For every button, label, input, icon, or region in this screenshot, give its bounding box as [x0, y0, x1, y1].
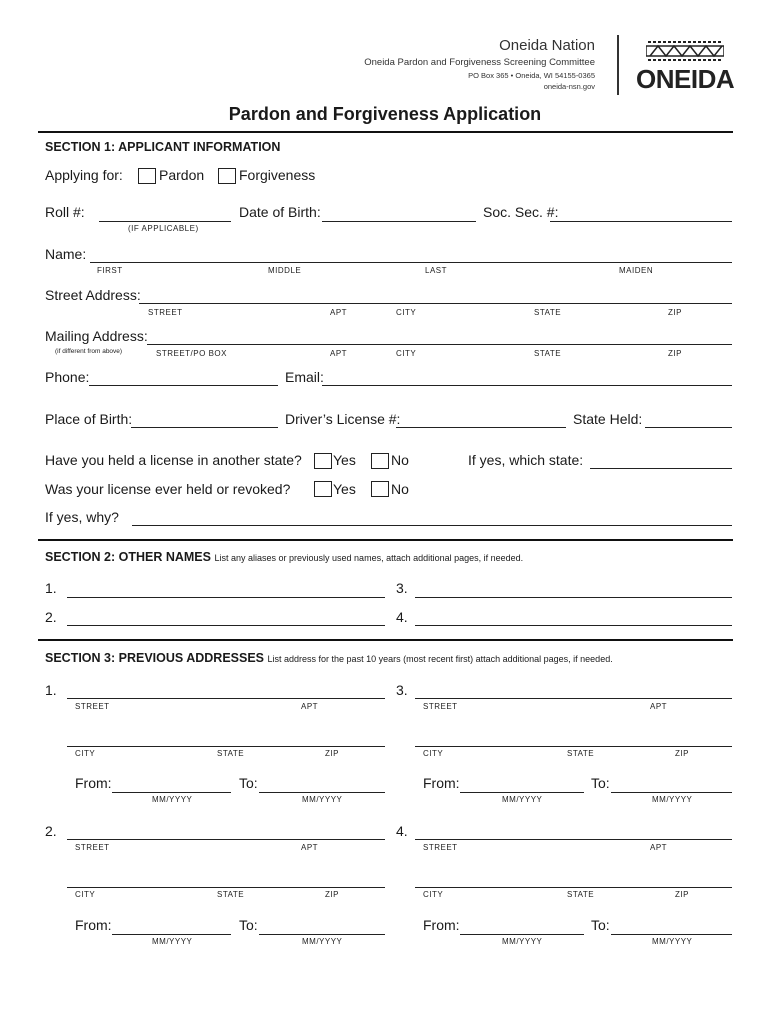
sa-state-caption: STATE — [534, 308, 562, 317]
committee-name: Oneida Pardon and Forgiveness Screening Committee — [364, 57, 595, 68]
forgiveness-label: Forgiveness — [239, 167, 316, 183]
sa-street-caption: STREET — [148, 308, 183, 317]
section3-title: SECTION 3: PREVIOUS ADDRESSES — [45, 651, 265, 665]
pa4-to-label: To: — [591, 917, 610, 933]
pardon-checkbox[interactable] — [138, 168, 156, 184]
name-first-caption: FIRST — [97, 266, 123, 275]
state-held-field[interactable] — [645, 427, 732, 428]
sa-city-caption: CITY — [396, 308, 417, 317]
pa2-city-caption: CITY — [75, 890, 96, 899]
org-website: oneida-nsn.gov — [543, 82, 595, 91]
section2-heading — [45, 550, 523, 564]
pa4-to-field[interactable] — [611, 934, 732, 935]
sa-zip-caption: ZIP — [668, 308, 682, 317]
email-field[interactable] — [322, 385, 732, 386]
other-name-4-field[interactable] — [415, 625, 732, 626]
pa2-to-hint: MM/YYYY — [302, 937, 343, 946]
pa2-from-hint: MM/YYYY — [152, 937, 193, 946]
page-title: Pardon and Forgiveness Application — [228, 104, 542, 124]
prev-address-3-street-field[interactable] — [415, 698, 732, 699]
section3-note: List address for the past 10 years (most recent first) attach additional pages, if needed. — [267, 654, 613, 664]
pa4-to-hint: MM/YYYY — [652, 937, 693, 946]
pa1-zip-caption: ZIP — [325, 749, 339, 758]
street-address-label: Street Address: — [45, 287, 141, 303]
roll-label: Roll #: — [45, 204, 85, 220]
pa2-to-label: To: — [239, 917, 258, 933]
name-last-caption: LAST — [425, 266, 448, 275]
wampum-belt-icon — [646, 40, 724, 62]
pa1-to-field[interactable] — [259, 792, 385, 793]
state-held-label: State Held: — [573, 411, 643, 427]
other-name-3-field[interactable] — [415, 597, 732, 598]
ma-street-caption: STREET/PO BOX — [156, 349, 227, 358]
other-name-3-number: 3. — [396, 580, 408, 596]
pa4-from-label: From: — [423, 917, 460, 933]
section1-heading: SECTION 1: APPLICANT INFORMATION — [45, 140, 281, 154]
name-label: Name: — [45, 246, 87, 262]
pa4-from-field[interactable] — [460, 934, 584, 935]
other-state-no-checkbox[interactable] — [371, 453, 389, 469]
header-divider — [617, 35, 619, 95]
other-state-yes-label: Yes — [333, 452, 356, 468]
prev-address-4-street-field[interactable] — [415, 839, 732, 840]
pardon-label: Pardon — [159, 167, 205, 183]
pa2-apt-caption: APT — [301, 843, 319, 852]
pa4-street-caption: STREET — [423, 843, 458, 852]
which-state-field[interactable] — [590, 468, 732, 469]
other-name-1-field[interactable] — [67, 597, 385, 598]
pa3-from-field[interactable] — [460, 792, 584, 793]
pa4-apt-caption: APT — [650, 843, 668, 852]
prev-address-1-street-field[interactable] — [67, 698, 385, 699]
pob-label: Place of Birth: — [45, 411, 133, 427]
email-label: Email: — [285, 369, 324, 385]
pa1-from-field[interactable] — [112, 792, 231, 793]
pa2-state-caption: STATE — [217, 890, 245, 899]
section2-note: List any aliases or previously used names, attach additional pages, if needed. — [214, 553, 524, 563]
pa2-to-field[interactable] — [259, 934, 385, 935]
ma-state-caption: STATE — [534, 349, 562, 358]
org-name: Oneida Nation — [499, 37, 595, 54]
prev-address-4-city-field[interactable] — [415, 887, 732, 888]
section3-rule — [38, 639, 733, 641]
pa1-to-label: To: — [239, 775, 258, 791]
license-label: Driver’s License #: — [285, 411, 401, 427]
prev-address-3-city-field[interactable] — [415, 746, 732, 747]
sa-apt-caption: APT — [330, 308, 348, 317]
prev-address-4-number: 4. — [396, 823, 408, 839]
prev-address-3-number: 3. — [396, 682, 408, 698]
ssn-label: Soc. Sec. #: — [483, 204, 559, 220]
section2-title: SECTION 2: OTHER NAMES — [45, 550, 211, 564]
forgiveness-checkbox[interactable] — [218, 168, 236, 184]
which-state-label: If yes, which state: — [468, 452, 584, 468]
name-middle-caption: MIDDLE — [268, 266, 302, 275]
prev-address-2-city-field[interactable] — [67, 887, 385, 888]
q-other-state: Have you held a license in another state? — [45, 452, 302, 468]
pa1-city-caption: CITY — [75, 749, 96, 758]
dob-label: Date of Birth: — [239, 204, 321, 220]
other-name-2-number: 2. — [45, 609, 57, 625]
section3-heading — [45, 651, 613, 665]
oneida-logo — [636, 40, 734, 95]
other-name-2-field[interactable] — [67, 625, 385, 626]
revoked-no-label: No — [391, 481, 409, 497]
applying-for-label: Applying for: — [45, 167, 123, 183]
pa3-to-field[interactable] — [611, 792, 732, 793]
pa2-from-field[interactable] — [112, 934, 231, 935]
pa2-from-label: From: — [75, 917, 112, 933]
pa3-from-label: From: — [423, 775, 460, 791]
revoked-yes-label: Yes — [333, 481, 356, 497]
other-name-1-number: 1. — [45, 580, 57, 596]
pa2-street-caption: STREET — [75, 843, 110, 852]
license-field[interactable] — [396, 427, 566, 428]
pa3-apt-caption: APT — [650, 702, 668, 711]
ssn-field[interactable] — [550, 221, 732, 222]
q-revoked: Was your license ever held or revoked? — [45, 481, 291, 497]
name-maiden-caption: MAIDEN — [619, 266, 654, 275]
ma-apt-caption: APT — [330, 349, 348, 358]
pa3-state-caption: STATE — [567, 749, 595, 758]
pa3-city-caption: CITY — [423, 749, 444, 758]
why-label: If yes, why? — [45, 509, 119, 525]
pa3-from-hint: MM/YYYY — [502, 795, 543, 804]
mailing-hint: (if different from above) — [55, 348, 123, 355]
why-field[interactable] — [132, 525, 732, 526]
phone-label: Phone: — [45, 369, 90, 385]
dob-field[interactable] — [322, 221, 476, 222]
pa4-from-hint: MM/YYYY — [502, 937, 543, 946]
mailing-address-field[interactable] — [147, 344, 732, 345]
pa3-street-caption: STREET — [423, 702, 458, 711]
pob-field[interactable] — [131, 427, 278, 428]
logo-wordmark: ONEIDA — [636, 64, 735, 94]
other-state-yes-checkbox[interactable] — [314, 453, 332, 469]
pa4-state-caption: STATE — [567, 890, 595, 899]
pa1-state-caption: STATE — [217, 749, 245, 758]
revoked-yes-checkbox[interactable] — [314, 481, 332, 497]
pa1-to-hint: MM/YYYY — [302, 795, 343, 804]
pa1-from-label: From: — [75, 775, 112, 791]
name-field[interactable] — [90, 262, 732, 263]
other-state-no-label: No — [391, 452, 409, 468]
pa1-street-caption: STREET — [75, 702, 110, 711]
pa4-city-caption: CITY — [423, 890, 444, 899]
pa3-to-hint: MM/YYYY — [652, 795, 693, 804]
section2-rule — [38, 539, 733, 541]
pa3-zip-caption: ZIP — [675, 749, 689, 758]
prev-address-2-street-field[interactable] — [67, 839, 385, 840]
revoked-no-checkbox[interactable] — [371, 481, 389, 497]
pa3-to-label: To: — [591, 775, 610, 791]
street-address-field[interactable] — [139, 303, 732, 304]
roll-field[interactable] — [99, 221, 231, 222]
org-address: PO Box 365 • Oneida, WI 54155-0365 — [468, 71, 595, 80]
mailing-address-label: Mailing Address: — [45, 328, 148, 344]
other-name-4-number: 4. — [396, 609, 408, 625]
pa2-zip-caption: ZIP — [325, 890, 339, 899]
ma-city-caption: CITY — [396, 349, 417, 358]
roll-hint: (IF APPLICABLE) — [128, 224, 199, 233]
prev-address-1-city-field[interactable] — [67, 746, 385, 747]
prev-address-1-number: 1. — [45, 682, 57, 698]
phone-field[interactable] — [89, 385, 278, 386]
section1-rule — [38, 131, 733, 133]
pa1-apt-caption: APT — [301, 702, 319, 711]
prev-address-2-number: 2. — [45, 823, 57, 839]
pa1-from-hint: MM/YYYY — [152, 795, 193, 804]
pa4-zip-caption: ZIP — [675, 890, 689, 899]
ma-zip-caption: ZIP — [668, 349, 682, 358]
